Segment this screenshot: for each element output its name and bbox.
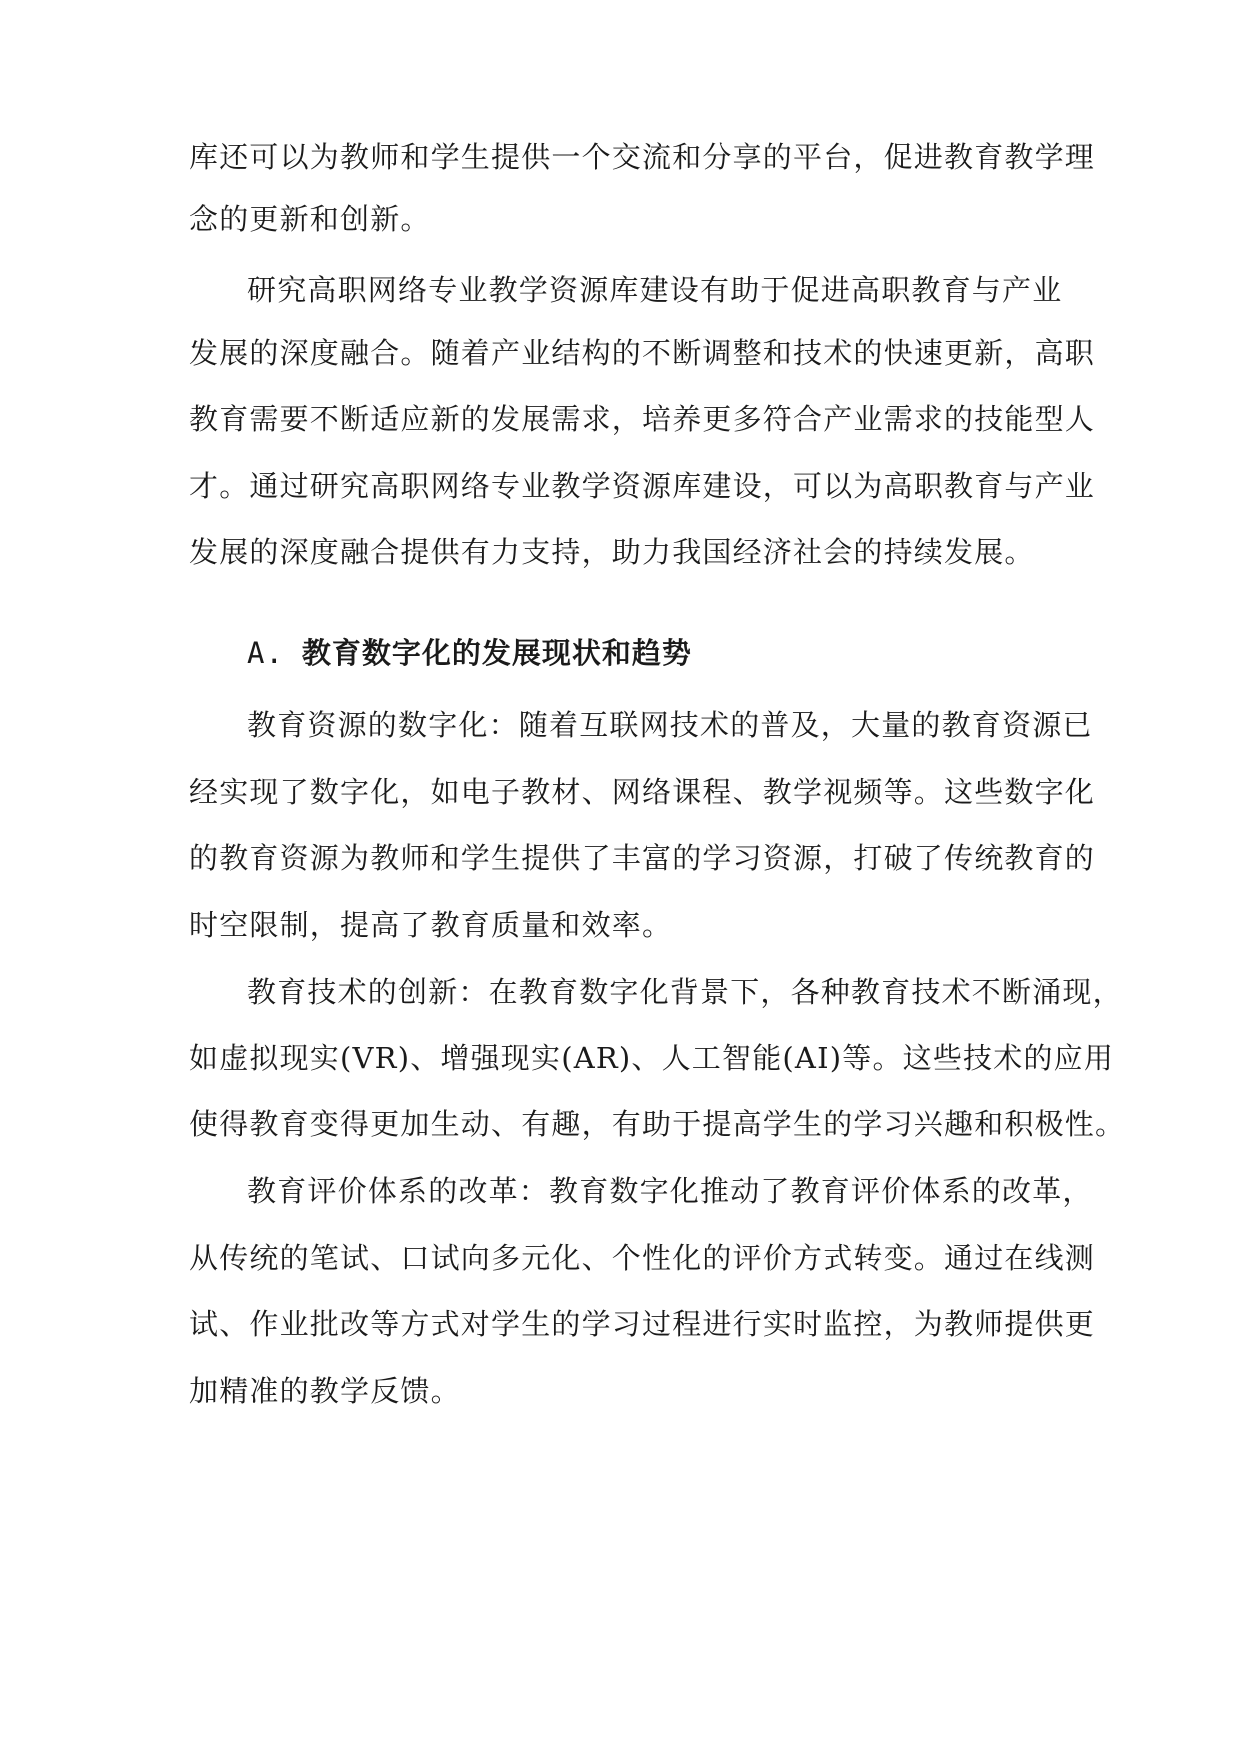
paragraph-line: 研究高职网络专业教学资源库建设有助于促进高职教育与产业 (247, 273, 1063, 307)
paragraph-line: 的教育资源为教师和学生提供了丰富的学习资源，打破了传统教育的 (189, 841, 1096, 875)
paragraph-line: 教育评价体系的改革：教育数字化推动了教育评价体系的改革， (247, 1174, 1093, 1208)
paragraph-line: 经实现了数字化，如电子教材、网络课程、教学视频等。这些数字化 (189, 775, 1096, 809)
paragraph-line: 发展的深度融合提供有力支持，助力我国经济社会的持续发展。 (189, 535, 1035, 569)
section-title: 教育数字化的发展现状和趋势 (301, 636, 692, 670)
paragraph-line: 念的更新和创新。 (189, 202, 431, 236)
paragraph-line: 如虚拟现实(VR)、增强现实(AR)、人工智能(AI)等。这些技术的应用 (189, 1041, 1115, 1075)
paragraph-line: 教育资源的数字化：随着互联网技术的普及，大量的教育资源已 (247, 708, 1093, 742)
paragraph-line: 从传统的笔试、口试向多元化、个性化的评价方式转变。通过在线测 (189, 1241, 1096, 1275)
paragraph-line: 才。通过研究高职网络专业教学资源库建设，可以为高职教育与产业 (189, 469, 1096, 503)
paragraph-line: 发展的深度融合。随着产业结构的不断调整和技术的快速更新，高职 (189, 336, 1096, 370)
section-heading (247, 633, 692, 673)
paragraph-line: 使得教育变得更加生动、有趣，有助于提高学生的学习兴趣和积极性。 (189, 1107, 1126, 1141)
paragraph-line: 教育技术的创新：在教育数字化背景下，各种教育技术不断涌现， (247, 975, 1123, 1009)
section-marker: A. (247, 636, 284, 670)
paragraph-line: 库还可以为教师和学生提供一个交流和分享的平台，促进教育教学理 (189, 140, 1096, 174)
paragraph-line: 加精准的教学反馈。 (189, 1374, 461, 1408)
paragraph-line: 试、作业批改等方式对学生的学习过程进行实时监控，为教师提供更 (189, 1307, 1096, 1341)
paragraph-line: 教育需要不断适应新的发展需求，培养更多符合产业需求的技能型人 (189, 402, 1096, 436)
paragraph-line: 时空限制，提高了教育质量和效率。 (189, 908, 673, 942)
